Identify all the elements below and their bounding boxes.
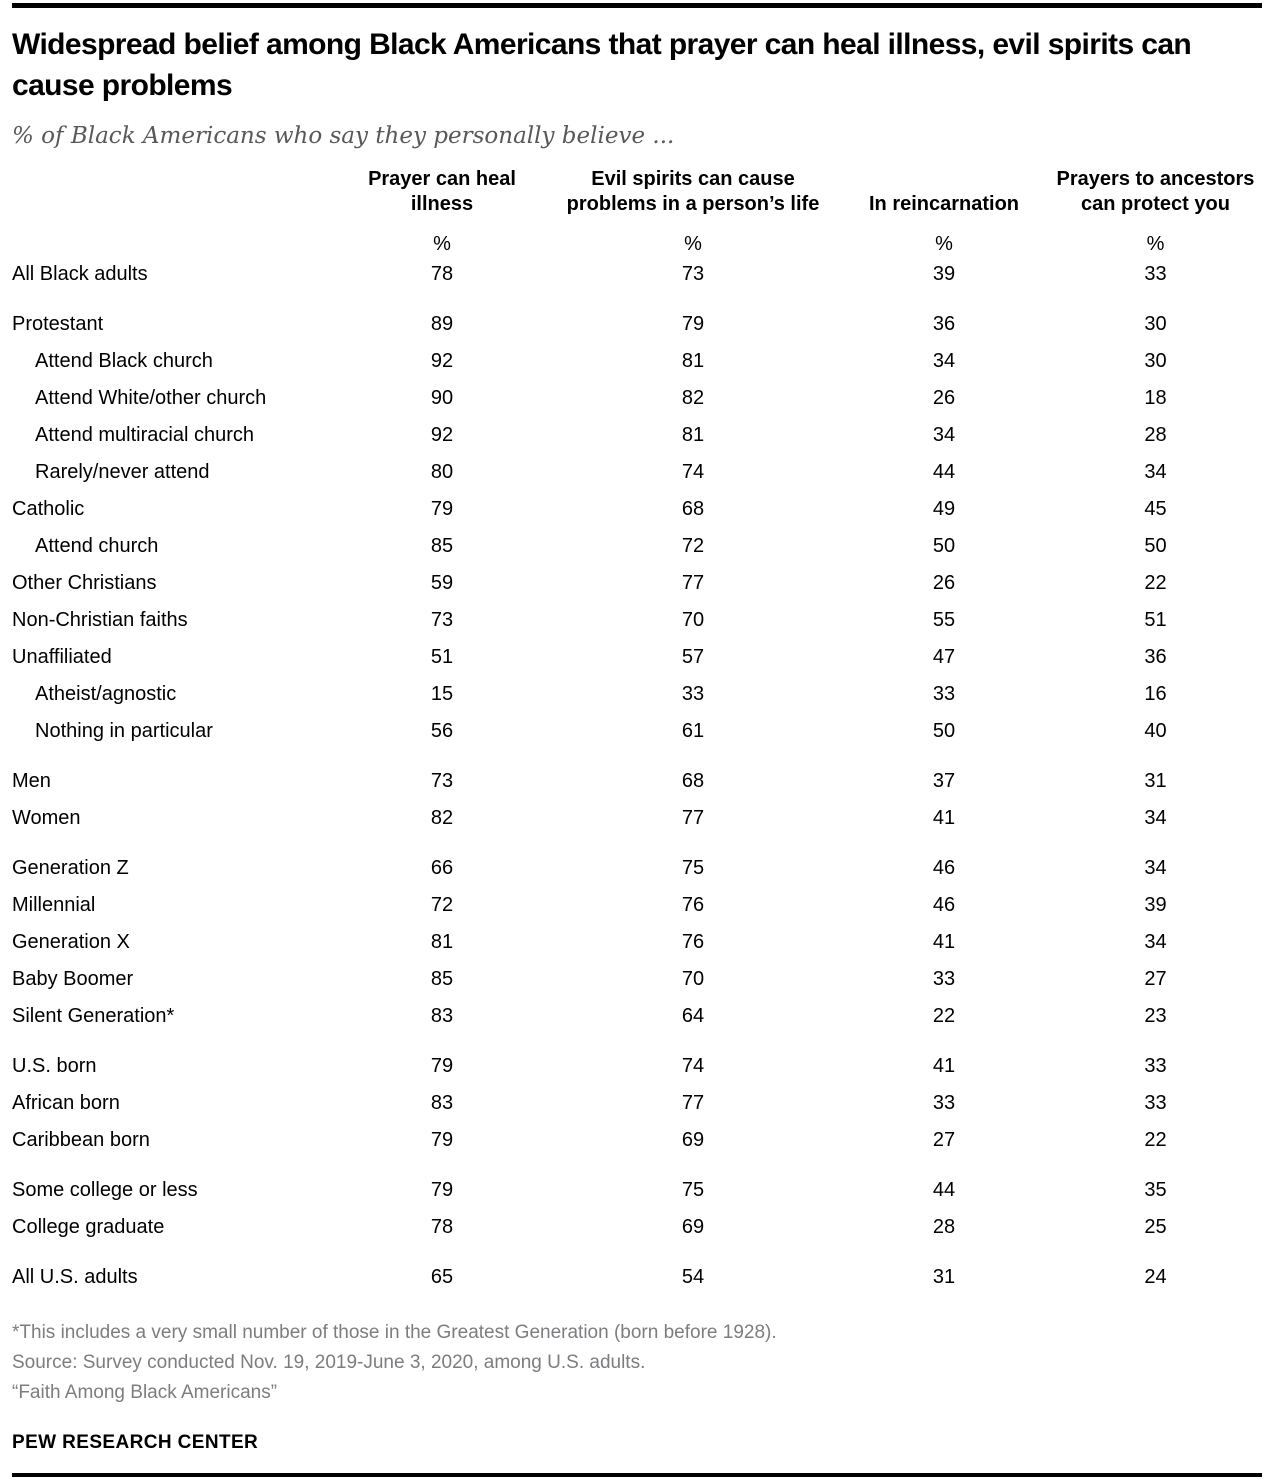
column-header-evil-spirits: Evil spirits can cause problems in a person’s life — [566, 168, 820, 215]
cell-value: 22 — [1144, 1129, 1167, 1151]
row-label: Generation Z — [12, 857, 129, 879]
row-label: Catholic — [12, 498, 85, 520]
cell-value: 61 — [681, 720, 705, 742]
table-row — [12, 1209, 1262, 1246]
cell-value: 34 — [932, 424, 956, 446]
cell-value: 23 — [1144, 1005, 1167, 1027]
cell-value: 79 — [681, 313, 705, 335]
cell-value: 44 — [932, 461, 956, 483]
table-row — [12, 887, 1262, 924]
table-row — [12, 1122, 1262, 1159]
cell-value: 39 — [1144, 894, 1167, 916]
cell-value: 41 — [932, 1055, 956, 1077]
cell-value: 77 — [681, 807, 705, 829]
cell-value: 92 — [430, 350, 454, 372]
cell-value: 34 — [1144, 807, 1167, 829]
row-label: Attend multiracial church — [35, 424, 254, 446]
bottom-rule — [12, 1473, 1262, 1477]
table-row — [12, 528, 1262, 565]
cell-value: 66 — [430, 857, 454, 879]
cell-value: 68 — [681, 498, 705, 520]
row-label: Silent Generation* — [12, 1005, 175, 1027]
cell-value: 56 — [430, 720, 454, 742]
footnote-source: Source: Survey conducted Nov. 19, 2019-June 3, 2020, among U.S. adults. — [12, 1352, 646, 1373]
column-header-row — [12, 167, 1262, 217]
table-row — [12, 417, 1262, 454]
cell-value: 90 — [430, 387, 454, 409]
cell-value: 75 — [681, 1179, 705, 1201]
cell-value: 41 — [932, 807, 956, 829]
table-row — [12, 1159, 1262, 1209]
cell-value: 33 — [1144, 263, 1167, 285]
cell-value: 81 — [681, 424, 705, 446]
cell-value: 22 — [1144, 572, 1167, 594]
cell-value: 15 — [430, 683, 454, 705]
cell-value: 36 — [1144, 646, 1167, 668]
cell-value: 25 — [1144, 1216, 1167, 1238]
cell-value: 82 — [681, 387, 705, 409]
cell-value: 33 — [1144, 1092, 1167, 1114]
cell-value: 68 — [681, 770, 705, 792]
table-row — [12, 380, 1262, 417]
cell-value: 89 — [430, 313, 454, 335]
cell-value: 73 — [430, 609, 454, 631]
table-row — [12, 639, 1262, 676]
cell-value: 83 — [430, 1092, 454, 1114]
cell-value: 36 — [932, 313, 956, 335]
cell-value: 44 — [932, 1179, 956, 1201]
row-label: Baby Boomer — [12, 968, 134, 990]
cell-value: 72 — [430, 894, 454, 916]
cell-value: 77 — [681, 1092, 705, 1114]
cell-value: 33 — [932, 1092, 956, 1114]
row-label: Women — [12, 807, 81, 829]
cell-value: 76 — [681, 931, 705, 953]
cell-value: 75 — [681, 857, 705, 879]
row-label: College graduate — [12, 1216, 165, 1238]
cell-value: 51 — [1144, 609, 1167, 631]
cell-value: 50 — [932, 535, 956, 557]
table-row — [12, 602, 1262, 639]
cell-value: 85 — [430, 535, 454, 557]
row-label: Rarely/never attend — [35, 461, 210, 483]
row-label: Attend church — [35, 535, 159, 557]
cell-value: 79 — [430, 498, 454, 520]
cell-value: 73 — [430, 770, 454, 792]
data-table — [12, 167, 1262, 1296]
figure-subtitle: % of Black Americans who say they personally believe ... — [12, 123, 675, 149]
footnotes — [12, 1318, 1262, 1408]
cell-value: 77 — [681, 572, 705, 594]
unit-percent: % — [684, 233, 702, 255]
row-label: Non-Christian faiths — [12, 609, 188, 631]
table-row — [12, 293, 1262, 343]
cell-value: 70 — [681, 968, 705, 990]
table-row — [12, 676, 1262, 713]
cell-value: 28 — [1144, 424, 1167, 446]
cell-value: 34 — [1144, 931, 1167, 953]
cell-value: 76 — [681, 894, 705, 916]
table-row — [12, 454, 1262, 491]
cell-value: 39 — [932, 263, 956, 285]
cell-value: 30 — [1144, 350, 1167, 372]
cell-value: 83 — [430, 1005, 454, 1027]
table-row — [12, 924, 1262, 961]
table-row — [12, 750, 1262, 800]
row-label: Men — [12, 770, 51, 792]
cell-value: 33 — [681, 683, 705, 705]
table-row — [12, 256, 1262, 293]
cell-value: 34 — [1144, 461, 1167, 483]
table-row — [12, 713, 1262, 750]
cell-value: 46 — [932, 894, 956, 916]
cell-value: 18 — [1144, 387, 1167, 409]
table-row — [12, 998, 1262, 1035]
cell-value: 69 — [681, 1216, 705, 1238]
row-label: Millennial — [12, 894, 96, 916]
cell-value: 78 — [430, 1216, 454, 1238]
cell-value: 49 — [932, 498, 956, 520]
cell-value: 27 — [932, 1129, 956, 1151]
row-label: Generation X — [12, 931, 130, 953]
cell-value: 33 — [1144, 1055, 1167, 1077]
table-row — [12, 1035, 1262, 1085]
cell-value: 81 — [681, 350, 705, 372]
cell-value: 46 — [932, 857, 956, 879]
table-row — [12, 1085, 1262, 1122]
cell-value: 92 — [430, 424, 454, 446]
cell-value: 72 — [681, 535, 705, 557]
row-label: Atheist/agnostic — [35, 683, 177, 705]
cell-value: 51 — [430, 646, 454, 668]
cell-value: 27 — [1144, 968, 1167, 990]
cell-value: 35 — [1144, 1179, 1167, 1201]
cell-value: 22 — [932, 1005, 956, 1027]
cell-value: 54 — [681, 1266, 705, 1288]
org-wordmark: PEW RESEARCH CENTER — [12, 1432, 259, 1453]
cell-value: 26 — [932, 572, 956, 594]
top-rule — [12, 3, 1262, 8]
cell-value: 73 — [681, 263, 705, 285]
unit-percent: % — [1146, 233, 1165, 255]
cell-value: 79 — [430, 1055, 454, 1077]
row-label: U.S. born — [12, 1055, 97, 1077]
cell-value: 81 — [430, 931, 454, 953]
cell-value: 34 — [932, 350, 956, 372]
cell-value: 78 — [430, 263, 454, 285]
cell-value: 65 — [430, 1266, 454, 1288]
unit-row — [12, 217, 1262, 256]
table-row — [12, 800, 1262, 837]
cell-value: 82 — [430, 807, 454, 829]
table-row — [12, 343, 1262, 380]
cell-value: 85 — [430, 968, 454, 990]
column-header-reincarnation: In reincarnation — [868, 193, 1020, 215]
table-body — [12, 256, 1262, 1296]
cell-value: 24 — [1144, 1266, 1167, 1288]
table-row — [12, 837, 1262, 887]
figure-title: Widespread belief among Black Americans that prayer can heal illness, evil spirits can cause problems — [12, 28, 1192, 102]
row-label: All Black adults — [12, 263, 148, 285]
row-label: Some college or less — [12, 1179, 198, 1201]
table-row — [12, 491, 1262, 528]
cell-value: 57 — [681, 646, 705, 668]
cell-value: 16 — [1144, 683, 1167, 705]
cell-value: 79 — [430, 1179, 454, 1201]
cell-value: 34 — [1144, 857, 1167, 879]
footnote-report-title: “Faith Among Black Americans” — [12, 1382, 278, 1403]
row-label: Attend Black church — [35, 350, 213, 372]
cell-value: 30 — [1144, 313, 1167, 335]
cell-value: 33 — [932, 968, 956, 990]
cell-value: 40 — [1144, 720, 1167, 742]
cell-value: 45 — [1144, 498, 1167, 520]
cell-value: 31 — [1144, 770, 1167, 792]
row-label: Caribbean born — [12, 1129, 150, 1151]
table-row — [12, 961, 1262, 998]
cell-value: 74 — [681, 461, 705, 483]
cell-value: 26 — [932, 387, 956, 409]
row-label: All U.S. adults — [12, 1266, 138, 1288]
row-label: Protestant — [12, 313, 104, 335]
cell-value: 74 — [681, 1055, 705, 1077]
cell-value: 80 — [430, 461, 454, 483]
row-label: Other Christians — [12, 572, 157, 594]
table-row — [12, 565, 1262, 602]
column-header-ancestor-prayers: Prayers to ancestors can protect you — [1056, 168, 1255, 215]
cell-value: 28 — [932, 1216, 956, 1238]
cell-value: 59 — [430, 572, 454, 594]
column-header-prayer-heal: Prayer can heal illness — [368, 168, 516, 215]
cell-value: 31 — [932, 1266, 956, 1288]
cell-value: 47 — [932, 646, 956, 668]
footnote-asterisk: *This includes a very small number of those in the Greatest Generation (born before 1928). — [12, 1322, 777, 1343]
cell-value: 64 — [681, 1005, 705, 1027]
cell-value: 37 — [932, 770, 956, 792]
row-label: Attend White/other church — [35, 387, 267, 409]
row-label: Nothing in particular — [35, 720, 213, 742]
cell-value: 41 — [932, 931, 956, 953]
cell-value: 50 — [1144, 535, 1167, 557]
unit-percent: % — [433, 233, 451, 255]
unit-percent: % — [935, 233, 953, 255]
cell-value: 79 — [430, 1129, 454, 1151]
table-row — [12, 1246, 1262, 1296]
cell-value: 50 — [932, 720, 956, 742]
cell-value: 33 — [932, 683, 956, 705]
cell-value: 55 — [932, 609, 956, 631]
cell-value: 69 — [681, 1129, 705, 1151]
row-label: African born — [12, 1092, 120, 1114]
row-label-column-header — [12, 167, 337, 217]
row-label: Unaffiliated — [12, 646, 112, 668]
cell-value: 70 — [681, 609, 705, 631]
